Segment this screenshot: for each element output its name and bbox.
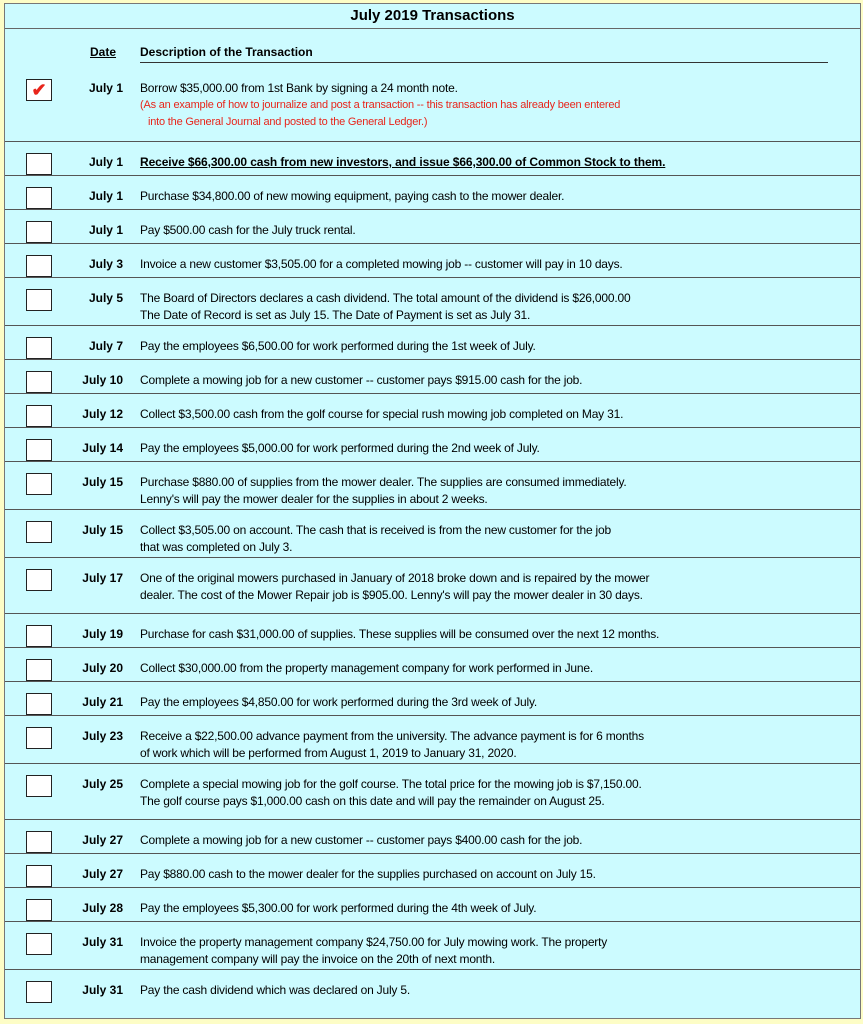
description-line: Pay the employees $5,300.00 for work performed during the 4th week of July. <box>140 901 537 915</box>
description-line: management company will pay the invoice on the 20th of next month. <box>140 952 496 966</box>
transactions-sheet <box>4 3 861 1019</box>
transaction-checkbox[interactable] <box>26 473 52 495</box>
transaction-description <box>140 406 840 423</box>
description-line: Complete a special mowing job for the golf course. The total price for the mowing job is $7,150.00. <box>140 777 642 791</box>
transaction-description <box>140 80 840 131</box>
transaction-checkbox[interactable] <box>26 727 52 749</box>
transaction-row <box>5 461 860 510</box>
description-line: The golf course pays $1,000.00 cash on this date and will pay the remainder on August 25. <box>140 794 605 808</box>
transaction-date: July 25 <box>82 777 123 791</box>
transaction-checkbox[interactable] <box>26 693 52 715</box>
checkmark-icon: ✔ <box>31 80 47 100</box>
transaction-row <box>5 209 860 244</box>
description-line: Pay $880.00 cash to the mower dealer for the supplies purchased on account on July 15. <box>140 867 596 881</box>
example-note: (As an example of how to journalize and post a transaction -- this transaction has already been entered <box>140 99 621 111</box>
transaction-date: July 20 <box>82 661 123 675</box>
description-line: Pay $500.00 cash for the July truck rental. <box>140 223 356 237</box>
transaction-description <box>140 776 840 810</box>
transaction-date: July 27 <box>82 867 123 881</box>
transaction-checkbox[interactable] <box>26 221 52 243</box>
transaction-description <box>140 982 840 999</box>
transaction-date: July 14 <box>82 441 123 455</box>
transaction-row <box>5 969 860 1020</box>
transaction-description <box>140 522 840 556</box>
transaction-date: July 28 <box>82 901 123 915</box>
description-line: Collect $3,500.00 cash from the golf course for special rush mowing job completed on May 31. <box>140 407 624 421</box>
transaction-checkbox[interactable] <box>26 659 52 681</box>
transaction-description <box>140 832 840 849</box>
transaction-row <box>5 853 860 888</box>
transaction-checkbox[interactable] <box>26 255 52 277</box>
transaction-description <box>140 570 840 604</box>
transaction-row <box>5 277 860 326</box>
transaction-checkbox[interactable] <box>26 289 52 311</box>
description-line: Pay the cash dividend which was declared on July 5. <box>140 983 410 997</box>
transaction-date: July 1 <box>88 155 123 169</box>
transaction-date: July 12 <box>82 407 123 421</box>
transaction-description <box>140 728 840 762</box>
transaction-row <box>5 67 860 142</box>
transaction-date: July 1 <box>88 223 123 237</box>
transaction-checkbox[interactable] <box>26 521 52 543</box>
transaction-row <box>5 141 860 176</box>
transaction-checkbox[interactable] <box>26 371 52 393</box>
transaction-row <box>5 393 860 428</box>
description-line: Invoice the property management company $24,750.00 for July mowing work. The property <box>140 935 608 949</box>
description-line: Invoice a new customer $3,505.00 for a completed mowing job -- customer will pay in 10 days. <box>140 257 623 271</box>
transaction-row <box>5 359 860 394</box>
description-line: Purchase $34,800.00 of new mowing equipment, paying cash to the mower dealer. <box>140 189 565 203</box>
transaction-description <box>140 866 840 883</box>
description-line: Purchase for cash $31,000.00 of supplies. These supplies will be consumed over the next 12 months. <box>140 627 660 641</box>
description-line: Receive a $22,500.00 advance payment from the university. The advance payment is for 6 months <box>140 729 644 743</box>
transaction-description <box>140 626 840 643</box>
transaction-row <box>5 715 860 764</box>
description-line: Complete a mowing job for a new customer -- customer pays $400.00 cash for the job. <box>140 833 583 847</box>
transaction-date: July 1 <box>88 81 123 95</box>
transaction-date: July 15 <box>82 475 123 489</box>
transaction-date: July 3 <box>88 257 123 271</box>
transaction-checkbox[interactable] <box>26 625 52 647</box>
description-line: Purchase $880.00 of supplies from the mower dealer. The supplies are consumed immediately. <box>140 475 627 489</box>
transaction-row <box>5 509 860 558</box>
description-line: Complete a mowing job for a new customer -- customer pays $915.00 cash for the job. <box>140 373 583 387</box>
transaction-checkbox[interactable] <box>26 79 52 101</box>
transaction-date: July 27 <box>82 833 123 847</box>
transaction-checkbox[interactable] <box>26 405 52 427</box>
transaction-date: July 10 <box>82 373 123 387</box>
description-line: Pay the employees $5,000.00 for work performed during the 2nd week of July. <box>140 441 540 455</box>
date-column-header: Date <box>90 45 117 59</box>
transaction-row <box>5 175 860 210</box>
transaction-description <box>140 660 840 677</box>
transaction-description <box>140 256 840 273</box>
transaction-checkbox[interactable] <box>26 187 52 209</box>
description-line: Lenny's will pay the mower dealer for the supplies in about 2 weeks. <box>140 492 488 506</box>
transaction-date: July 5 <box>88 291 123 305</box>
description-line: Pay the employees $6,500.00 for work performed during the 1st week of July. <box>140 339 536 353</box>
transaction-row <box>5 681 860 716</box>
transaction-row <box>5 921 860 970</box>
transaction-date: July 7 <box>88 339 123 353</box>
transaction-description <box>140 900 840 917</box>
description-line: Collect $3,505.00 on account. The cash that is received is from the new customer for the job <box>140 523 611 537</box>
description-line: dealer. The cost of the Mower Repair job is $905.00. Lenny's will pay the mower dealer in 30 days. <box>140 588 643 602</box>
transaction-checkbox[interactable] <box>26 569 52 591</box>
transaction-description <box>140 222 840 239</box>
description-line: Borrow $35,000.00 from 1st Bank by signing a 24 month note. <box>140 81 458 95</box>
transaction-checkbox[interactable] <box>26 831 52 853</box>
transaction-date: July 15 <box>82 523 123 537</box>
transaction-checkbox[interactable] <box>26 899 52 921</box>
description-line: The Date of Record is set as July 15. The Date of Payment is set as July 31. <box>140 308 531 322</box>
transaction-row <box>5 557 860 614</box>
transaction-date: July 31 <box>82 983 123 997</box>
transaction-date: July 19 <box>82 627 123 641</box>
sheet-title: July 2019 Transactions <box>5 4 860 29</box>
transaction-description <box>140 290 840 324</box>
transaction-checkbox[interactable] <box>26 981 52 1003</box>
transaction-description <box>140 694 840 711</box>
transaction-checkbox[interactable] <box>26 865 52 887</box>
description-line: The Board of Directors declares a cash dividend. The total amount of the dividend is $26,000.00 <box>140 291 631 305</box>
transaction-description <box>140 372 840 389</box>
transaction-description <box>140 338 840 355</box>
description-line: Pay the employees $4,850.00 for work performed during the 3rd week of July. <box>140 695 538 709</box>
transaction-row <box>5 613 860 648</box>
transaction-checkbox[interactable] <box>26 775 52 797</box>
description-line: Collect $30,000.00 from the property management company for work performed in June. <box>140 661 593 675</box>
transaction-checkbox[interactable] <box>26 337 52 359</box>
transaction-date: July 17 <box>82 571 123 585</box>
transaction-description <box>140 154 840 171</box>
description-line: that was completed on July 3. <box>140 540 293 554</box>
transaction-checkbox[interactable] <box>26 153 52 175</box>
transaction-description <box>140 474 840 508</box>
transaction-checkbox[interactable] <box>26 439 52 461</box>
transaction-date: July 31 <box>82 935 123 949</box>
transaction-row <box>5 763 860 820</box>
description-line: One of the original mowers purchased in January of 2018 broke down and is repaired by the mower <box>140 571 650 585</box>
description-line: Receive $66,300.00 cash from new investors, and issue $66,300.00 of Common Stock to them. <box>140 155 666 169</box>
transaction-date: July 21 <box>82 695 123 709</box>
transaction-checkbox[interactable] <box>26 933 52 955</box>
transaction-description <box>140 440 840 457</box>
transaction-row <box>5 887 860 922</box>
transaction-row <box>5 325 860 360</box>
header-divider <box>140 62 828 63</box>
example-note: into the General Journal and posted to the General Ledger.) <box>148 116 428 128</box>
transaction-row <box>5 647 860 682</box>
transaction-row <box>5 243 860 278</box>
transaction-date: July 1 <box>88 189 123 203</box>
transaction-row <box>5 427 860 462</box>
description-line: of work which will be performed from August 1, 2019 to January 31, 2020. <box>140 746 517 760</box>
transaction-row <box>5 819 860 854</box>
transaction-description <box>140 188 840 205</box>
transaction-description <box>140 934 840 968</box>
transaction-date: July 23 <box>82 729 123 743</box>
description-column-header: Description of the Transaction <box>140 45 313 59</box>
